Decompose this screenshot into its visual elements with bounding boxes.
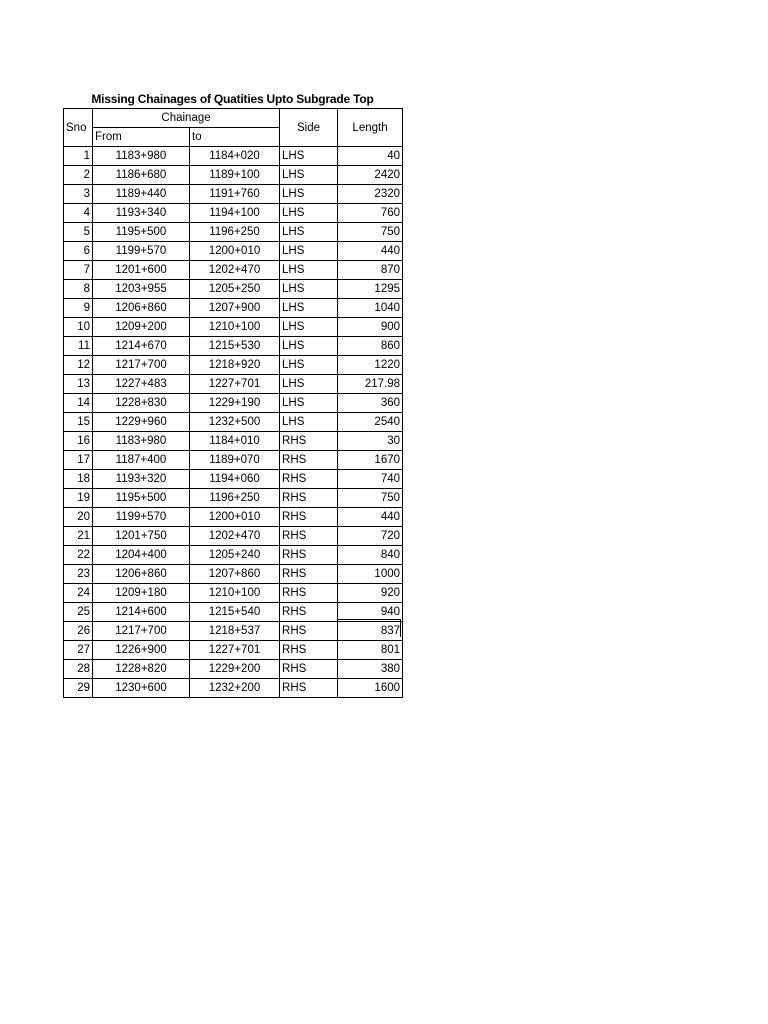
from-cell: 1201+750 (93, 527, 190, 546)
sno-cell: 12 (64, 356, 93, 375)
table-body (64, 147, 403, 698)
length-cell: 40 (338, 147, 403, 166)
to-cell: 1215+530 (190, 337, 280, 356)
sno-cell: 22 (64, 546, 93, 565)
from-cell: 1187+400 (93, 451, 190, 470)
sno-cell: 16 (64, 432, 93, 451)
side-cell: LHS (280, 356, 338, 375)
side-cell: LHS (280, 299, 338, 318)
to-cell: 1210+100 (190, 318, 280, 337)
side-cell: LHS (280, 147, 338, 166)
to-cell: 1232+200 (190, 679, 280, 698)
length-cell: 2420 (338, 166, 403, 185)
side-cell: RHS (280, 451, 338, 470)
side-cell: LHS (280, 337, 338, 356)
to-cell: 1184+020 (190, 147, 280, 166)
side-cell: RHS (280, 679, 338, 698)
from-cell: 1214+670 (93, 337, 190, 356)
length-cell: 870 (338, 261, 403, 280)
length-cell: 801 (338, 641, 403, 660)
side-cell: RHS (280, 565, 338, 584)
table-row (64, 204, 403, 223)
table-row (64, 508, 403, 527)
table-row (64, 584, 403, 603)
sno-cell: 14 (64, 394, 93, 413)
to-cell: 1191+760 (190, 185, 280, 204)
side-cell: LHS (280, 413, 338, 432)
empty-trailing-cell (337, 619, 401, 637)
from-cell: 1193+320 (93, 470, 190, 489)
to-cell: 1189+070 (190, 451, 280, 470)
sno-cell: 2 (64, 166, 93, 185)
table-row (64, 451, 403, 470)
table-row (64, 679, 403, 698)
to-cell: 1200+010 (190, 242, 280, 261)
to-cell: 1227+701 (190, 641, 280, 660)
table-row (64, 356, 403, 375)
length-cell: 440 (338, 242, 403, 261)
side-cell: LHS (280, 318, 338, 337)
to-cell: 1227+701 (190, 375, 280, 394)
to-cell: 1232+500 (190, 413, 280, 432)
side-cell: RHS (280, 660, 338, 679)
side-cell: LHS (280, 375, 338, 394)
table-row (64, 394, 403, 413)
header-length: Length (338, 109, 403, 147)
length-cell: 837 (338, 622, 403, 641)
sheet-title: Missing Chainages of Quatities Upto Subgrade Top (91, 92, 374, 106)
sno-cell: 29 (64, 679, 93, 698)
from-cell: 1217+700 (93, 356, 190, 375)
to-cell: 1202+470 (190, 261, 280, 280)
length-cell: 1220 (338, 356, 403, 375)
side-cell: LHS (280, 223, 338, 242)
from-cell: 1230+600 (93, 679, 190, 698)
sno-cell: 24 (64, 584, 93, 603)
side-cell: RHS (280, 546, 338, 565)
from-cell: 1206+860 (93, 299, 190, 318)
table-row (64, 489, 403, 508)
from-cell: 1199+570 (93, 242, 190, 261)
side-cell: RHS (280, 489, 338, 508)
from-cell: 1209+180 (93, 584, 190, 603)
from-cell: 1228+830 (93, 394, 190, 413)
table-row (64, 470, 403, 489)
to-cell: 1184+010 (190, 432, 280, 451)
from-cell: 1209+200 (93, 318, 190, 337)
length-cell: 1040 (338, 299, 403, 318)
from-cell: 1203+955 (93, 280, 190, 299)
length-cell: 940 (338, 603, 403, 622)
from-cell: 1229+960 (93, 413, 190, 432)
table-row (64, 641, 403, 660)
side-cell: RHS (280, 527, 338, 546)
sno-cell: 23 (64, 565, 93, 584)
length-cell: 380 (338, 660, 403, 679)
sno-cell: 21 (64, 527, 93, 546)
table-row (64, 280, 403, 299)
length-cell: 1000 (338, 565, 403, 584)
table-row (64, 413, 403, 432)
side-cell: LHS (280, 261, 338, 280)
from-cell: 1206+860 (93, 565, 190, 584)
header-chainage: Chainage (93, 109, 280, 128)
side-cell: RHS (280, 641, 338, 660)
side-cell: LHS (280, 394, 338, 413)
table-row (64, 223, 403, 242)
header-sno: Sno (64, 109, 93, 147)
length-cell: 750 (338, 489, 403, 508)
sno-cell: 7 (64, 261, 93, 280)
length-cell: 840 (338, 546, 403, 565)
to-cell: 1229+190 (190, 394, 280, 413)
length-cell: 2540 (338, 413, 403, 432)
table-row (64, 527, 403, 546)
sno-cell: 20 (64, 508, 93, 527)
to-cell: 1196+250 (190, 489, 280, 508)
from-cell: 1214+600 (93, 603, 190, 622)
table-row (64, 242, 403, 261)
sno-cell: 10 (64, 318, 93, 337)
length-cell: 217.98 (338, 375, 403, 394)
header-side: Side (280, 109, 338, 147)
length-cell: 860 (338, 337, 403, 356)
length-cell: 440 (338, 508, 403, 527)
sno-cell: 13 (64, 375, 93, 394)
side-cell: RHS (280, 603, 338, 622)
to-cell: 1218+920 (190, 356, 280, 375)
side-cell: LHS (280, 204, 338, 223)
from-cell: 1228+820 (93, 660, 190, 679)
length-cell: 900 (338, 318, 403, 337)
to-cell: 1205+250 (190, 280, 280, 299)
from-cell: 1186+680 (93, 166, 190, 185)
from-cell: 1227+483 (93, 375, 190, 394)
sno-cell: 28 (64, 660, 93, 679)
side-cell: LHS (280, 280, 338, 299)
from-cell: 1183+980 (93, 147, 190, 166)
length-cell: 920 (338, 584, 403, 603)
from-cell: 1193+340 (93, 204, 190, 223)
sno-cell: 3 (64, 185, 93, 204)
side-cell: RHS (280, 622, 338, 641)
length-cell: 360 (338, 394, 403, 413)
side-cell: LHS (280, 166, 338, 185)
to-cell: 1194+060 (190, 470, 280, 489)
table-row (64, 299, 403, 318)
sno-cell: 15 (64, 413, 93, 432)
length-cell: 2320 (338, 185, 403, 204)
side-cell: LHS (280, 185, 338, 204)
sno-cell: 19 (64, 489, 93, 508)
table-row (64, 432, 403, 451)
sno-cell: 26 (64, 622, 93, 641)
table-row (64, 660, 403, 679)
table-row (64, 375, 403, 394)
from-cell: 1226+900 (93, 641, 190, 660)
header-to: to (190, 128, 280, 147)
to-cell: 1207+900 (190, 299, 280, 318)
length-cell: 1295 (338, 280, 403, 299)
from-cell: 1195+500 (93, 223, 190, 242)
table-row (64, 261, 403, 280)
length-cell: 740 (338, 470, 403, 489)
sno-cell: 8 (64, 280, 93, 299)
sno-cell: 11 (64, 337, 93, 356)
table-row (64, 147, 403, 166)
from-cell: 1189+440 (93, 185, 190, 204)
from-cell: 1183+980 (93, 432, 190, 451)
sno-cell: 5 (64, 223, 93, 242)
length-cell: 30 (338, 432, 403, 451)
from-cell: 1195+500 (93, 489, 190, 508)
to-cell: 1196+250 (190, 223, 280, 242)
sno-cell: 27 (64, 641, 93, 660)
to-cell: 1218+537 (190, 622, 280, 641)
length-cell: 1600 (338, 679, 403, 698)
length-cell: 750 (338, 223, 403, 242)
table-row (64, 565, 403, 584)
length-cell: 760 (338, 204, 403, 223)
from-cell: 1217+700 (93, 622, 190, 641)
header-from: From (93, 128, 190, 147)
sno-cell: 25 (64, 603, 93, 622)
table-header (64, 109, 403, 147)
table-row (64, 166, 403, 185)
sno-cell: 6 (64, 242, 93, 261)
table-row (64, 546, 403, 565)
sno-cell: 1 (64, 147, 93, 166)
table-row (64, 318, 403, 337)
to-cell: 1194+100 (190, 204, 280, 223)
to-cell: 1200+010 (190, 508, 280, 527)
sno-cell: 9 (64, 299, 93, 318)
to-cell: 1205+240 (190, 546, 280, 565)
from-cell: 1201+600 (93, 261, 190, 280)
side-cell: LHS (280, 242, 338, 261)
length-cell: 1670 (338, 451, 403, 470)
sno-cell: 4 (64, 204, 93, 223)
table-row (64, 185, 403, 204)
length-cell: 720 (338, 527, 403, 546)
to-cell: 1202+470 (190, 527, 280, 546)
to-cell: 1210+100 (190, 584, 280, 603)
chainage-table (63, 108, 403, 698)
sno-cell: 17 (64, 451, 93, 470)
to-cell: 1207+860 (190, 565, 280, 584)
to-cell: 1215+540 (190, 603, 280, 622)
spreadsheet-sheet (63, 90, 402, 698)
from-cell: 1204+400 (93, 546, 190, 565)
table-row (64, 337, 403, 356)
side-cell: RHS (280, 432, 338, 451)
side-cell: RHS (280, 584, 338, 603)
side-cell: RHS (280, 508, 338, 527)
sno-cell: 18 (64, 470, 93, 489)
to-cell: 1229+200 (190, 660, 280, 679)
side-cell: RHS (280, 470, 338, 489)
to-cell: 1189+100 (190, 166, 280, 185)
from-cell: 1199+570 (93, 508, 190, 527)
